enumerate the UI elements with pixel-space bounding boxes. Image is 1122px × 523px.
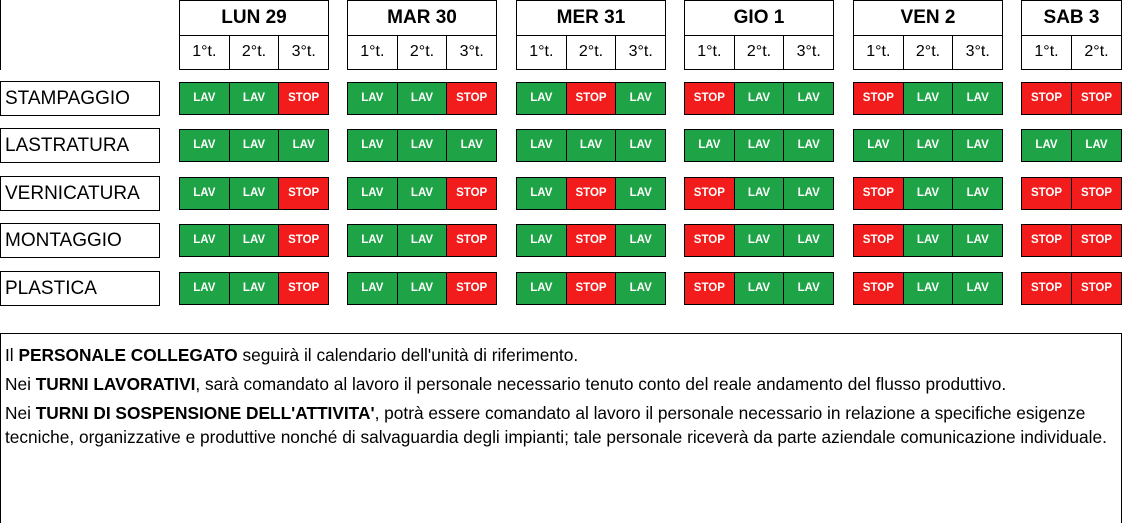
shift-status-cell: LAV [615,225,665,256]
shift-status-cell: LAV [734,83,784,114]
shift-status-cell: STOP [446,83,496,114]
shift-header: 1°t. [529,43,554,60]
shift-status-cell: LAV [952,83,1002,114]
shift-status-cell: STOP [685,225,734,256]
shift-status-cell: LAV [952,273,1002,304]
shift-status-cell: STOP [1022,178,1071,209]
shift-status-cell: STOP [685,178,734,209]
shift-status-cell: LAV [180,225,229,256]
day-header [179,0,329,70]
shift-group [516,224,666,257]
shift-group [684,129,834,162]
note-emphasis: TURNI LAVORATIVI [35,374,196,394]
shift-group [179,129,329,162]
shift-status-cell: LAV [734,273,784,304]
shift-status-cell: LAV [229,130,279,161]
shift-status-cell: LAV [1022,130,1071,161]
shift-group [1021,129,1122,162]
shift-group [1021,177,1122,210]
shift-status-cell: STOP [1071,273,1121,304]
shift-status-cell: LAV [397,273,447,304]
shift-status-cell: LAV [517,225,566,256]
department-label: LASTRATURA [0,128,160,163]
shift-headers [348,36,496,69]
shift-header: 3°t. [278,36,328,69]
shift-group [684,272,834,305]
shift-status-cell: LAV [180,130,229,161]
shift-group [516,82,666,115]
shift-status-cell: LAV [734,130,784,161]
shift-header: 2°t. [1071,36,1121,69]
shift-status-cell: LAV [180,83,229,114]
shift-header: 2°t. [229,36,279,69]
shift-status-cell: LAV [854,130,903,161]
shift-group [853,272,1003,305]
shift-status-cell: LAV [783,83,833,114]
day-header [1021,0,1122,70]
shift-status-cell: LAV [397,130,447,161]
shift-status-cell: LAV [903,273,953,304]
shift-group [179,224,329,257]
shift-headers [685,36,833,69]
shift-group [853,224,1003,257]
shift-header: 3°t. [783,36,833,69]
shift-group [853,82,1003,115]
shift-header: 1°t. [1034,43,1059,60]
note-text: , sarà comandato al lavoro il personale necessario tenuto conto del reale andamento del flusso produttivo. [195,374,1007,394]
shift-status-cell: LAV [517,83,566,114]
shift-status-cell: LAV [615,83,665,114]
shift-status-cell: LAV [517,130,566,161]
shift-group [179,272,329,305]
shift-group [684,224,834,257]
shift-status-cell: LAV [615,178,665,209]
header-left-border [0,0,1,70]
note-emphasis: PERSONALE COLLEGATO [18,345,238,365]
day-header [516,0,666,70]
shift-group [347,177,497,210]
shift-status-cell: LAV [348,83,397,114]
shift-status-cell: STOP [278,273,328,304]
shift-status-cell: LAV [903,225,953,256]
shift-headers [854,36,1002,69]
shift-status-cell: LAV [952,130,1002,161]
shift-status-cell: STOP [854,225,903,256]
department-label: MONTAGGIO [0,223,160,258]
day-name: MAR 30 [348,1,496,36]
shift-status-cell: LAV [348,225,397,256]
shift-status-cell: STOP [1022,225,1071,256]
shift-status-cell: STOP [1071,225,1121,256]
shift-status-cell: STOP [1022,83,1071,114]
shift-status-cell: STOP [1022,273,1071,304]
shift-headers [1022,36,1121,69]
shift-status-cell: LAV [734,178,784,209]
shift-status-cell: STOP [278,178,328,209]
shift-status-cell: LAV [615,130,665,161]
shift-header: 3°t. [952,36,1002,69]
day-name: SAB 3 [1022,1,1121,36]
shift-status-cell: LAV [734,225,784,256]
shift-status-cell: STOP [685,273,734,304]
department-label: PLASTICA [0,271,160,306]
shift-status-cell: LAV [517,273,566,304]
department-label: VERNICATURA [0,176,160,211]
shift-status-cell: LAV [446,130,496,161]
shift-status-cell: LAV [278,130,328,161]
shift-status-cell: STOP [1071,83,1121,114]
shift-status-cell: LAV [229,178,279,209]
shift-group [684,177,834,210]
day-header [347,0,497,70]
shift-header: 1°t. [866,43,891,60]
note-paragraph [5,343,1117,367]
note-text: Nei [5,374,36,394]
shift-group [1021,272,1122,305]
shift-group [853,129,1003,162]
shift-header: 3°t. [615,36,665,69]
notes-box [0,333,1122,523]
shift-group [853,177,1003,210]
shift-group [684,82,834,115]
shift-group [347,224,497,257]
shift-status-cell: LAV [348,178,397,209]
shift-status-cell: LAV [229,225,279,256]
day-name: VEN 2 [854,1,1002,36]
shift-status-cell: STOP [278,83,328,114]
shift-status-cell: LAV [952,178,1002,209]
shift-header: 2°t. [734,36,784,69]
shift-status-cell: LAV [180,273,229,304]
day-header [853,0,1003,70]
shift-status-cell: LAV [903,83,953,114]
shift-status-cell: LAV [952,225,1002,256]
shift-status-cell: LAV [180,178,229,209]
shift-group [347,272,497,305]
shift-status-cell: LAV [783,225,833,256]
shift-status-cell: STOP [566,83,616,114]
shift-status-cell: STOP [566,273,616,304]
shift-headers [517,36,665,69]
shift-status-cell: STOP [446,178,496,209]
shift-status-cell: LAV [783,130,833,161]
note-emphasis: TURNI DI SOSPENSIONE DELL'ATTIVITA' [35,403,375,423]
shift-status-cell: LAV [1071,130,1121,161]
shift-header: 2°t. [566,36,616,69]
shift-status-cell: STOP [446,225,496,256]
note-text: Il [5,345,19,365]
shift-status-cell: LAV [348,130,397,161]
shift-status-cell: LAV [348,273,397,304]
shift-status-cell: LAV [397,225,447,256]
shift-headers [180,36,328,69]
shift-header: 1°t. [697,43,722,60]
shift-group [179,82,329,115]
shift-status-cell: LAV [566,130,616,161]
shift-status-cell: LAV [903,130,953,161]
shift-status-cell: LAV [517,178,566,209]
day-name: GIO 1 [685,1,833,36]
day-name: MER 31 [517,1,665,36]
shift-status-cell: STOP [854,83,903,114]
shift-status-cell: LAV [229,273,279,304]
shift-header: 1°t. [192,43,217,60]
shift-header: 2°t. [903,36,953,69]
shift-group [347,82,497,115]
shift-status-cell: STOP [566,178,616,209]
shift-status-cell: LAV [903,178,953,209]
shift-group [516,129,666,162]
shift-status-cell: STOP [854,273,903,304]
shift-group [516,177,666,210]
shift-status-cell: STOP [566,225,616,256]
shift-status-cell: LAV [615,273,665,304]
shift-group [179,177,329,210]
shift-status-cell: LAV [397,83,447,114]
shift-group [347,129,497,162]
shift-status-cell: LAV [783,273,833,304]
shift-group [516,272,666,305]
shift-status-cell: STOP [1071,178,1121,209]
shift-status-cell: LAV [783,178,833,209]
department-label: STAMPAGGIO [0,81,160,116]
shift-group [1021,224,1122,257]
shift-group [1021,82,1122,115]
day-header [684,0,834,70]
shift-status-cell: LAV [685,130,734,161]
shift-header: 1°t. [360,43,385,60]
note-paragraph [5,401,1117,449]
day-name: LUN 29 [180,1,328,36]
note-text: seguirà il calendario dell'unità di riferimento. [237,345,579,365]
shift-status-cell: STOP [685,83,734,114]
shift-status-cell: LAV [229,83,279,114]
note-text: Nei [5,403,36,423]
shift-header: 2°t. [397,36,447,69]
shift-status-cell: STOP [278,225,328,256]
note-text: , potrà essere comandato al lavoro il personale necessario in relazione a specifiche esigenze tecniche, organizzative e produttive nonché di salvaguardia degli impianti; tale personale riceverà da parte aziendale comunicazione individuale. [5,403,1107,447]
note-paragraph [5,372,1117,396]
shift-header: 3°t. [446,36,496,69]
shift-status-cell: STOP [446,273,496,304]
shift-status-cell: LAV [397,178,447,209]
shift-status-cell: STOP [854,178,903,209]
